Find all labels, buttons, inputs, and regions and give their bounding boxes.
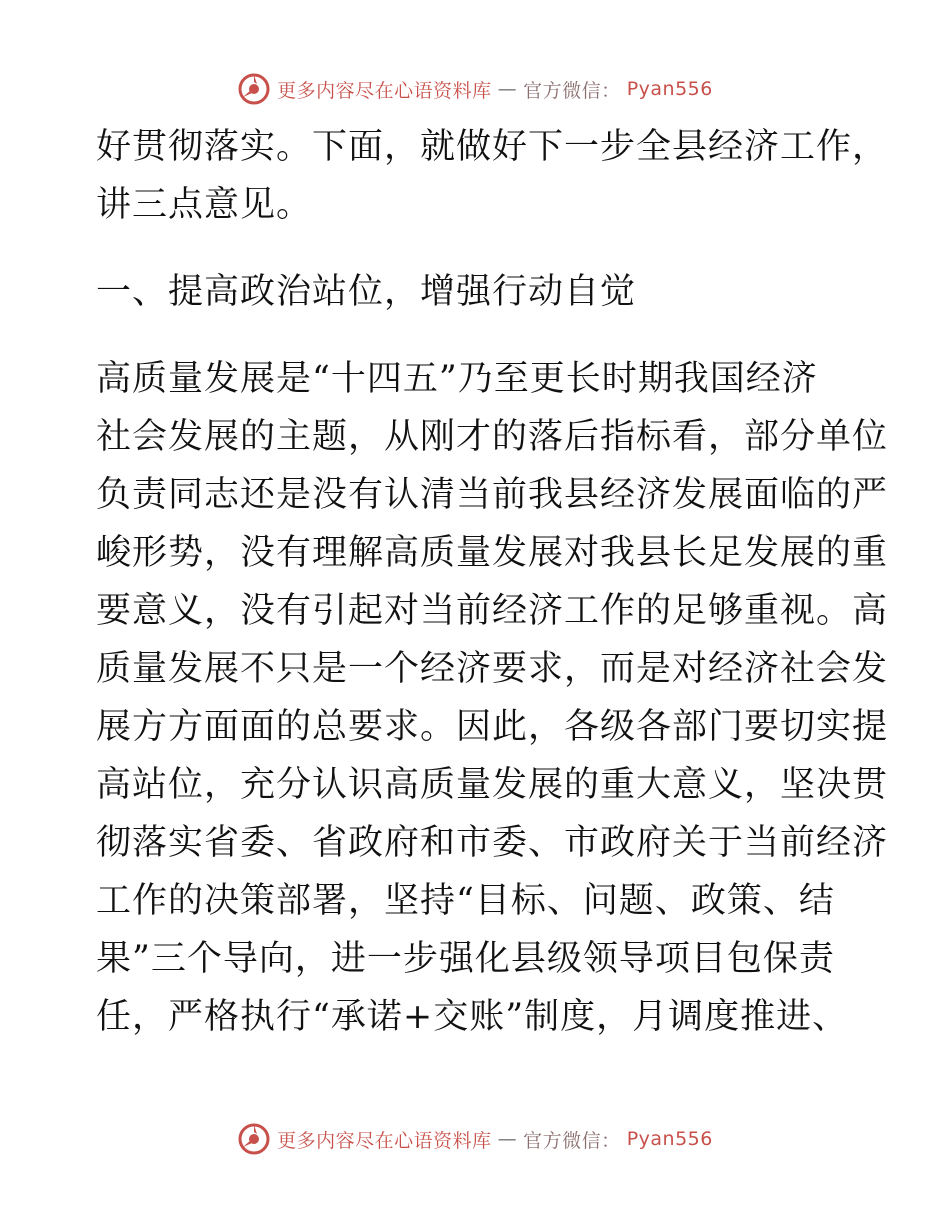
section-heading: 一、提高政治站位，增强行动自觉 [96, 272, 637, 312]
paragraph-gap [96, 321, 856, 350]
text-line: 质量发展不只是一个经济要求，而是对经济社会发 [96, 649, 889, 689]
banner-official-label: 官方微信： [523, 79, 621, 102]
text-line: 高质量发展是“十四五”乃至更长时期我国经济 [96, 359, 818, 399]
text-line: 任，严格执行“承诺+交账”制度，月调度推进、 [96, 997, 849, 1037]
brand-logo-icon [237, 72, 271, 106]
text-line: 负责同志还是没有认清当前我县经济发展面临的严 [96, 475, 889, 515]
banner-wechat-id: Pyan556 [626, 1128, 713, 1150]
banner-official-label: 官方微信： [523, 1129, 621, 1152]
banner-slogan: 更多内容尽在心语资料库 [277, 79, 492, 102]
text-line: 展方方面面的总要求。因此，各级各部门要切实提 [96, 707, 889, 747]
footer-banner [0, 1122, 950, 1156]
banner-wechat-id: Pyan556 [626, 78, 713, 100]
text-line: 果”三个导向，进一步强化县级领导项目包保责 [96, 939, 835, 979]
text-line: 高站位，充分认识高质量发展的重大意义，坚决贯 [96, 765, 889, 805]
text-line: 峻形势，没有理解高质量发展对我县长足发展的重 [96, 533, 889, 573]
header-banner [0, 72, 950, 106]
document-body [96, 118, 889, 1046]
text-line: 工作的决策部署，坚持“目标、问题、政策、结 [96, 881, 835, 921]
text-line: 社会发展的主题，从刚才的落后指标看，部分单位 [96, 417, 889, 457]
paragraph-gap [96, 234, 856, 263]
text-line: 彻落实省委、省政府和市委、市政府关于当前经济 [96, 823, 889, 863]
text-line: 要意义，没有引起对当前经济工作的足够重视。高 [96, 591, 889, 631]
banner-separator: — [497, 1128, 518, 1150]
text-line: 好贯彻落实。下面，就做好下一步全县经济工作， [96, 127, 889, 167]
banner-separator: — [497, 78, 518, 100]
text-line: 讲三点意见。 [96, 185, 313, 225]
banner-slogan: 更多内容尽在心语资料库 [277, 1129, 492, 1152]
brand-logo-icon [237, 1122, 271, 1156]
